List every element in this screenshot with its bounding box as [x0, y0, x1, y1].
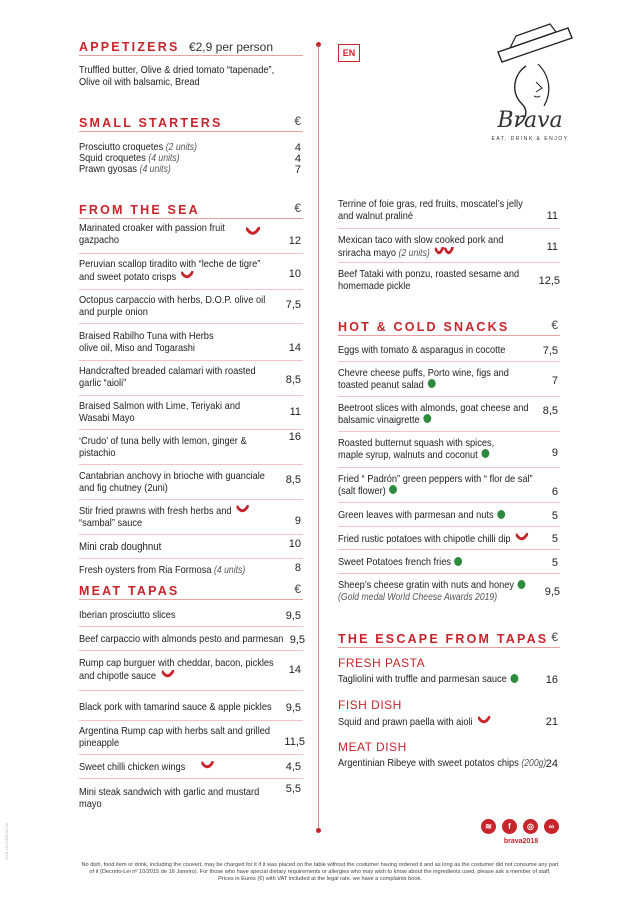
item-separator [79, 534, 303, 535]
fresh-pasta-heading: FRESH PASTA [338, 656, 426, 670]
chili-icon [181, 271, 193, 284]
item-price: 10 [288, 538, 301, 550]
item-price: 7,5 [542, 345, 558, 357]
wifi-icon[interactable]: ≋ [481, 819, 496, 834]
menu-item: Prawn gyosas (4 units) [79, 163, 171, 175]
item-separator [338, 228, 560, 229]
menu-item: Cantabrian anchovy in brioche with guanciale and fig chutney (2uni) [79, 470, 265, 494]
item-separator [79, 720, 303, 721]
menu-item: Prosciutto croquetes (2 units) [79, 141, 197, 153]
menu-item: Iberian prosciutto slices [79, 609, 176, 621]
escape-currency: € [551, 630, 558, 644]
item-price: 8 [294, 562, 301, 574]
side-code: GAB.LAYDREAM.VA [4, 822, 9, 860]
item-price: 8,5 [285, 374, 301, 386]
item-price: 11 [289, 406, 301, 418]
menu-item: Green leaves with parmesan and nuts [338, 510, 505, 522]
menu-item: Mexican taco with slow cooked pork and sriracha mayo (2 units) [338, 234, 504, 259]
menu-item: Beetroot slices with almonds, goat cheese and balsamic vinaigrette [338, 402, 529, 426]
escape-header [338, 630, 560, 648]
item-price: 9,5 [544, 586, 560, 598]
item-price: 10 [288, 268, 301, 280]
item-separator [79, 360, 303, 361]
item-price: 16 [288, 431, 301, 443]
chili-icon [237, 505, 249, 518]
escape-title: THE ESCAPE FROM TAPAS [338, 632, 549, 646]
menu-item: Squid croquetes (4 units) [79, 152, 180, 164]
item-price: 14 [288, 342, 301, 354]
appetizers-description-2: Olive oil with balsamic, Bread [79, 76, 200, 88]
language-badge[interactable]: EN [338, 44, 360, 62]
menu-item: Argentina Rump cap with herbs salt and grilled pineapple [79, 725, 271, 749]
item-separator [79, 778, 303, 779]
vegetarian-icon [497, 510, 505, 519]
item-price: 5 [551, 557, 558, 569]
menu-item: Fried rustic potatoes with chipotle chilli dip [338, 533, 528, 546]
item-price: 11 [546, 241, 558, 253]
item-price: 8,5 [285, 474, 301, 486]
item-price: 5 [551, 510, 558, 522]
vegetarian-icon [518, 580, 526, 589]
brand-handle[interactable]: brava2018 [503, 838, 539, 845]
menu-item: Eggs with tomato & asparagus in cocotte [338, 344, 506, 356]
from-the-sea-currency: € [294, 201, 301, 215]
chili-icon [246, 224, 260, 242]
appetizers-description-1: Truffled butter, Olive & dried tomato “tapenade”, [79, 64, 275, 76]
item-separator [79, 499, 303, 500]
brand-name: Brava [497, 108, 563, 133]
meat-tapas-header [79, 582, 303, 600]
item-price: 6 [551, 486, 558, 498]
item-price: 21 [545, 716, 558, 728]
item-separator [79, 626, 303, 627]
menu-item: Stir fried prawns with fresh herbs and “sambal” sauce [79, 505, 249, 529]
item-price: 5 [551, 533, 558, 545]
item-separator [338, 361, 560, 362]
brand-logo [480, 22, 580, 152]
item-price: 4,5 [285, 761, 301, 773]
vegetarian-icon [510, 674, 518, 683]
chili-icon [516, 533, 528, 546]
menu-item: Rump cap burguer with cheddar, bacon, pickles and chipotle sauce [79, 657, 274, 682]
menu-item: Beef carpaccio with almonds pesto and parmesan [79, 633, 284, 645]
menu-item: Sweet Potatoes french fries [338, 557, 462, 569]
item-price: 9,5 [285, 610, 301, 622]
chili-icon [161, 670, 173, 683]
item-price: 8,5 [542, 405, 558, 417]
item-price: 7 [551, 375, 558, 387]
meat-tapas-currency: € [294, 582, 301, 596]
divider-dot-bottom [316, 828, 321, 833]
item-price: 9 [294, 515, 301, 527]
small-starters-header [79, 114, 303, 132]
item-separator [338, 396, 560, 397]
item-separator [338, 502, 560, 503]
vegetarian-icon [455, 557, 463, 566]
item-price: 7,5 [285, 299, 301, 311]
vegetarian-icon [423, 414, 431, 423]
appetizers-price-note: €2,9 per person [188, 40, 274, 54]
menu-item: Mini crab doughnut [79, 541, 162, 553]
menu-item: Tagliolini with truffle and parmesan sauce [338, 674, 518, 686]
item-price: 7 [294, 164, 301, 176]
menu-item: Squid and prawn paella with aioli [338, 716, 490, 729]
menu-item: Argentinian Ribeye with sweet potatos chips (200g) [338, 757, 547, 769]
item-price: 9,5 [289, 634, 305, 646]
menu-item: Octopus carpaccio with herbs, D.O.P. olive oil and purple onion [79, 294, 266, 318]
item-separator [338, 573, 560, 574]
item-separator [79, 690, 303, 691]
vegetarian-icon [389, 485, 397, 494]
legal-footer: No dish, food item or drink, including the couvert, may be charged for it if it was placed on the table without the costumer having ordered it and as long as the costumer did not consume any part of it (Decreto-Lei nº 10/2015 de 16 Janeiro). For those who have special dietary requirements or allergies who may wish to know about the ingredients used, please ask a member of staff. Prices in Euros (€) with VAT included at the legal rate. we have a complaints book. [81, 862, 559, 882]
column-divider [318, 44, 319, 830]
item-separator [79, 464, 303, 465]
divider-dot-top [316, 42, 321, 47]
tripadvisor-icon[interactable]: ∞ [544, 819, 559, 834]
menu-item: Sweet chilli chicken wings [79, 761, 213, 774]
item-separator [338, 549, 560, 550]
item-price: 5,5 [285, 783, 301, 795]
item-separator [79, 754, 303, 755]
item-price: 14 [288, 664, 301, 676]
menu-item: Black pork with tamarind sauce & apple pickles [79, 701, 272, 713]
small-starters-title: SMALL STARTERS [79, 116, 223, 130]
item-separator [79, 650, 303, 651]
item-price: 24 [545, 758, 558, 770]
item-price: 12 [288, 235, 301, 247]
menu-item: Marinated croaker with passion fruit gazpacho [79, 222, 225, 246]
chili-icon [435, 247, 454, 260]
item-price: 16 [545, 674, 558, 686]
item-separator [79, 289, 303, 290]
fish-dish-heading: FISH DISH [338, 698, 402, 712]
from-the-sea-header [79, 201, 303, 219]
item-price: 4 [294, 153, 301, 165]
item-separator [79, 395, 303, 396]
hot-cold-currency: € [551, 318, 558, 332]
menu-item: Sheep’s cheese gratin with nuts and honey (Gold medal World Cheese Awards 2019) [338, 580, 525, 603]
menu-item: Terrine of foie gras, red fruits, moscatel’s jelly and walnut praliné [338, 198, 523, 222]
menu-item: Mini steak sandwich with garlic and mustard mayo [79, 786, 260, 810]
item-separator [338, 431, 560, 432]
instagram-icon[interactable]: ◎ [523, 819, 538, 834]
facebook-icon[interactable]: f [502, 819, 517, 834]
from-the-sea-title: FROM THE SEA [79, 203, 200, 217]
chili-icon [478, 716, 490, 729]
item-price: 11 [546, 210, 558, 222]
item-price: 11,5 [284, 736, 305, 748]
meat-tapas-title: MEAT TAPAS [79, 584, 180, 598]
item-separator [79, 323, 303, 324]
hot-cold-title: HOT & COLD SNACKS [338, 320, 510, 334]
menu-item: Braised Salmon with Lime, Teriyaki and Wasabi Mayo [79, 400, 241, 424]
menu-item: Beef Tataki with ponzu, roasted sesame and homemade pickle [338, 268, 520, 292]
appetizers-header [79, 38, 303, 56]
menu-item: Roasted butternut squash with spices, maple syrup, walnuts and coconut [338, 437, 495, 461]
brand-tagline: EAT, DRINK & ENJOY [491, 136, 569, 142]
vegetarian-icon [481, 449, 489, 458]
menu-item: Peruvian scallop tiradito with “leche de tigre” and sweet potato crisps [79, 258, 261, 283]
menu-item: Braised Rabilho Tuna with Herbs olive oil, Miso and Togarashi [79, 330, 214, 354]
item-separator [79, 253, 303, 254]
item-separator [338, 526, 560, 527]
item-separator [338, 467, 560, 468]
menu-item: Handcrafted breaded calamari with roasted garlic “aioli” [79, 365, 256, 389]
small-starters-currency: € [294, 114, 301, 128]
item-price: 9,5 [285, 702, 301, 714]
chili-icon [201, 761, 213, 774]
item-separator [79, 558, 303, 559]
meat-dish-heading: MEAT DISH [338, 740, 407, 754]
menu-item: ‘Crudo’ of tuna belly with lemon, ginger & pistachio [79, 435, 247, 459]
hot-cold-header [338, 318, 560, 336]
item-price: 9 [551, 447, 558, 459]
item-price: 12,5 [538, 275, 560, 287]
item-separator [79, 429, 303, 430]
item-separator [338, 262, 560, 263]
appetizers-title: APPETIZERS [79, 40, 180, 54]
vegetarian-icon [427, 379, 435, 388]
menu-item: Fresh oysters from Ria Formosa (4 units) [79, 564, 246, 576]
menu-item: Chevre cheese puffs, Porto wine, figs and toasted peanut salad [338, 367, 509, 391]
menu-item: Fried “ Padrón” green peppers with “ flor de sal” (salt flower) [338, 473, 533, 497]
item-price: 4 [294, 142, 301, 154]
